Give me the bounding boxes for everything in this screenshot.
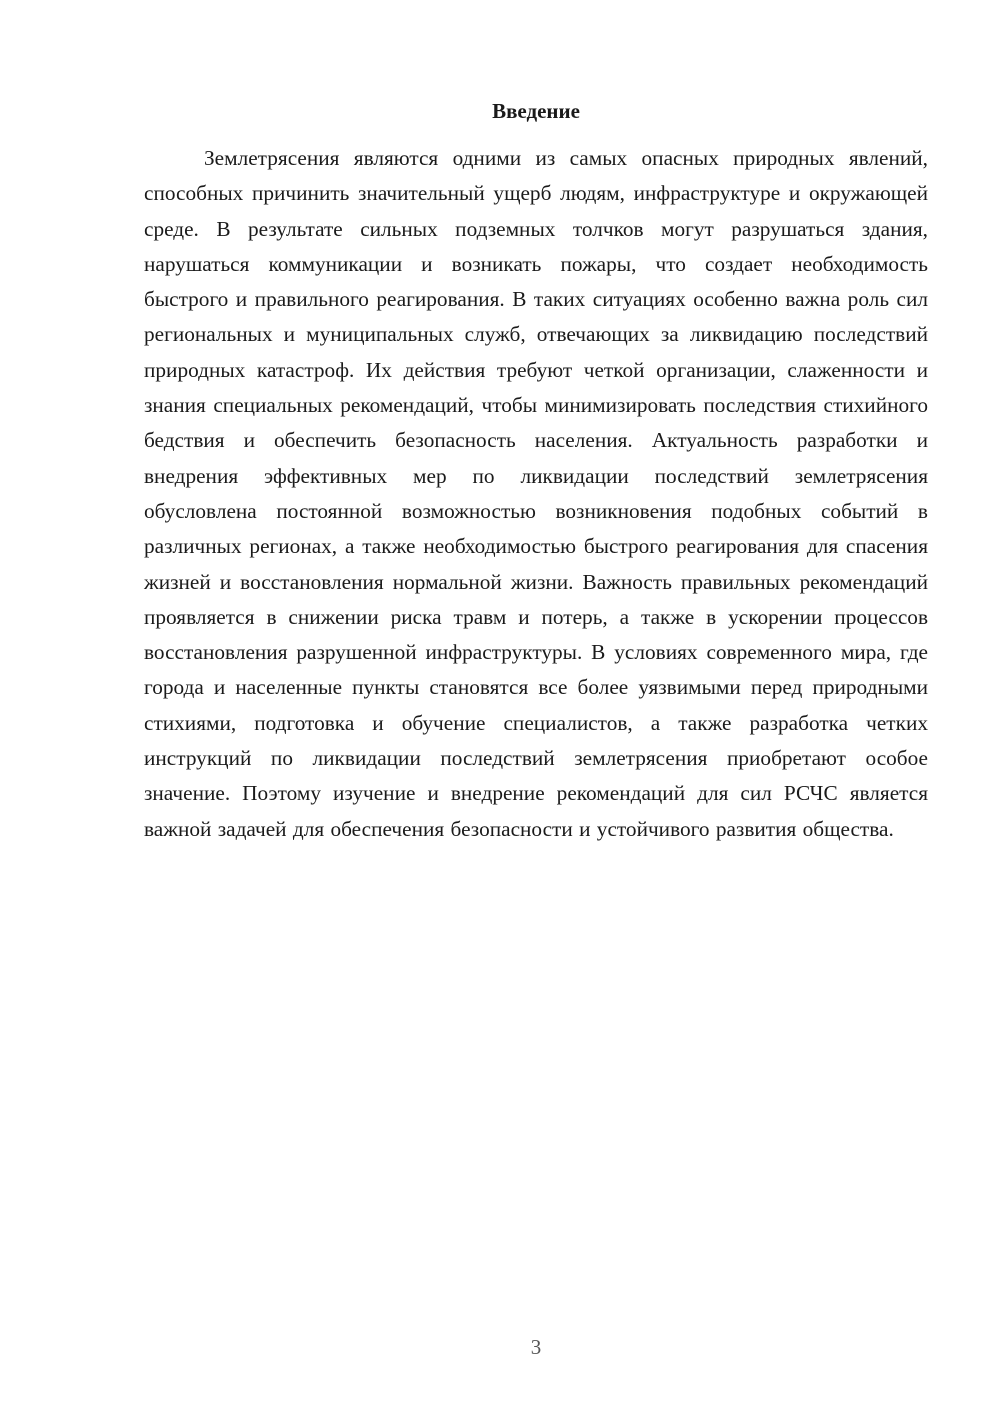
page-number: 3 — [530, 1335, 542, 1359]
body-paragraph: Землетрясения являются одними из самых опасных природных явлений, способных причинить значительный ущерб людям, инфраструктуре и окружающей среде. В результате сильных подземных толчков могут разрушаться здания, нарушаться коммуникации и возникать пожары, что создает необходимость быстрого и правильного реагирования. В таких ситуациях особенно важна роль сил региональных и муниципальных служб, отвечающих за ликвидацию последствий природных катастроф. Их действия требуют четкой организации, слаженности и знания специальных рекомендаций, чтобы минимизировать последствия стихийного бедствия и обеспечить безопасность населения. Актуальность разработки и внедрения эффективных мер по ликвидации последствий землетрясения обусловлена постоянной возможностью возникновения подобных событий в различных регионах, а также необходимостью быстрого реагирования для спасения жизней и восстановления нормальной жизни. Важность правильных рекомендаций проявляется в снижении риска травм и потерь, а также в ускорении процессов восстановления разрушенной инфраструктуры. В условиях современного мира, где города и населенные пункты становятся все более уязвимыми перед природными стихиями, подготовка и обучение специалистов, а также разработка четких инструкций по ликвидации последствий землетрясения приобретают особое значение. Поэтому изучение и внедрение рекомендаций для сил РСЧС является важной задачей для обеспечения безопасности и устойчивого развития общества. — [144, 146, 928, 841]
section-title: Введение — [492, 99, 580, 123]
